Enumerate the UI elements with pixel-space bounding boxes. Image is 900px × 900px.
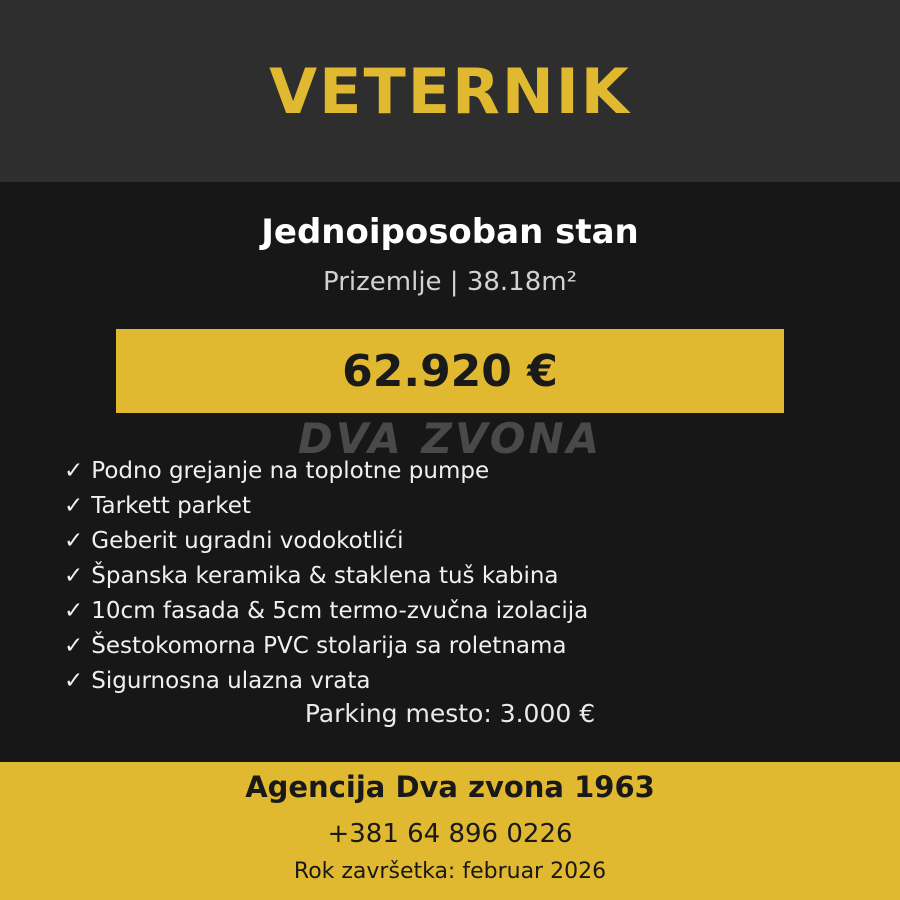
list-item [64, 454, 864, 489]
feature-list [64, 454, 864, 699]
parking-price: Parking mesto: 3.000 € [304, 699, 596, 728]
feature-label: Geberit ugradni vodokotlići [91, 528, 404, 554]
unit-subtitle: Prizemlje | 38.18m² [322, 267, 578, 297]
watermark-text: DVA ZVONA [297, 414, 603, 463]
list-item [64, 664, 864, 699]
check-icon: ✓ [64, 528, 84, 554]
list-item [64, 489, 864, 524]
contact-phone[interactable]: +381 64 896 0226 [327, 819, 573, 849]
price-banner [116, 329, 784, 413]
check-icon: ✓ [64, 633, 84, 659]
list-item [64, 524, 864, 559]
page-title: VETERNIK [269, 55, 631, 128]
list-item [64, 629, 864, 664]
unit-title: Jednoiposoban stan [261, 212, 639, 252]
list-item [64, 559, 864, 594]
feature-label: Sigurnosna ulazna vrata [91, 668, 371, 694]
footer-band [0, 762, 900, 900]
header-band [0, 0, 900, 182]
agency-name: Agencija Dva zvona 1963 [245, 770, 655, 804]
feature-label: Podno grejanje na toplotne pumpe [91, 458, 490, 484]
listing-body [0, 182, 900, 762]
check-icon: ✓ [64, 563, 84, 589]
check-icon: ✓ [64, 598, 84, 624]
check-icon: ✓ [64, 458, 84, 484]
list-item [64, 594, 864, 629]
check-icon: ✓ [64, 493, 84, 519]
completion-deadline: Rok završetka: februar 2026 [293, 859, 607, 884]
feature-label: Španska keramika & staklena tuš kabina [91, 563, 559, 589]
feature-label: 10cm fasada & 5cm termo-zvučna izolacija [91, 598, 589, 624]
feature-label: Tarkett parket [91, 493, 251, 519]
check-icon: ✓ [64, 668, 84, 694]
price-value: 62.920 € [342, 345, 558, 397]
feature-label: Šestokomorna PVC stolarija sa roletnama [91, 633, 567, 659]
